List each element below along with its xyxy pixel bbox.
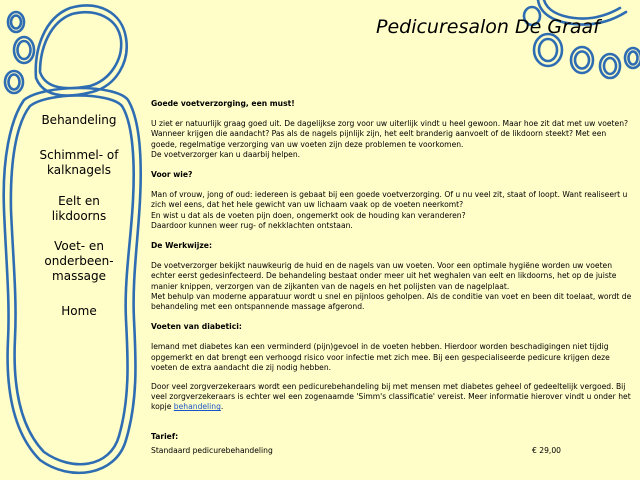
section-heading: Tarief: xyxy=(151,431,179,441)
paragraph: Met behulp van moderne apparatuur wordt u snel en pijnloos geholpen. Als de conditie van voet en been dit toelaat, wordt de behandeling met een ontspannende massage afgerond. xyxy=(151,291,632,312)
tarief-price: € 29,00 xyxy=(532,445,561,455)
tarief-label: Standaard pedicurebehandeling xyxy=(151,445,273,455)
paragraph: Man of vrouw, jong of oud: iedereen is gebaat bij een goede voetverzorging. Of u nu veel zit, staat of loopt. Want realiseert u zich wel eens, dat het hele gewicht van uw lichaam vaak op de voeten neerkomt? xyxy=(151,190,628,210)
nav-item-behandeling[interactable]: Behandeling xyxy=(41,113,117,127)
paragraph: De voetverzorger bekijkt nauwkeurig de huid en de nagels van uw voeten. Voor een optimale hygiëne worden uw voeten echter eerst gedesinfecteerd. De behandeling bestaat onder meer uit het weghalen van eelt en likdoorns, het op de juiste manier knippen, verzorgen van de zijkanten van de nagels en het polijsten van de nagelplaat. xyxy=(151,261,617,291)
paragraph xyxy=(151,382,633,413)
main-content xyxy=(151,99,633,456)
site-title: Pedicuresalon De Graaf xyxy=(376,16,600,38)
paragraph-text: . xyxy=(220,402,224,412)
behandeling-link[interactable]: behandeling xyxy=(173,402,221,412)
paragraph: De voetverzorger kan u daarbij helpen. xyxy=(151,149,301,159)
nav-item-massage[interactable]: Voet- en onderbeen-massage xyxy=(44,239,114,283)
nav-item-eelt-likdoorns[interactable]: Eelt en likdoorns xyxy=(51,194,107,223)
paragraph: En wist u dat als de voeten pijn doen, ongemerkt ook de houding kan veranderen? xyxy=(151,210,466,220)
tarief-row xyxy=(151,446,561,456)
paragraph: Iemand met diabetes kan een verminderd (pijn)gevoel in de voeten hebben. Hierdoor worden beschadigingen niet tijdig opgemerkt en dat brengt een verhoogd risico voor infectie met zich mee. Bij een gespecialiseerde pedicure krijgen deze voeten de extra aandacht die zij nodig hebben. xyxy=(151,342,610,372)
section-heading: Voor wie? xyxy=(151,170,193,180)
section-heading: Goede voetverzorging, een must! xyxy=(151,99,295,108)
section-heading: De Werkwijze: xyxy=(151,241,212,251)
paragraph-text: Door veel zorgverzekeraars wordt een pedicurebehandeling bij met mensen met diabetes geheel of gedeeltelijk vergoed. Bij veel zorgverzekeraars is echter wel een zogenaamde 'Simm's classificatie' vereist. Meer informatie hierover vindt u onder het kopje xyxy=(151,382,631,412)
paragraph: Daardoor kunnen weer rug- of nekklachten ontstaan. xyxy=(151,220,353,230)
paragraph: U ziet er natuurlijk graag goed uit. De dagelijkse zorg voor uw uiterlijk vindt u heel gewoon. Maar hoe zit dat met uw voeten? Wanneer krijgen die aandacht? Pas als de nagels pijnlijk zijn, het eelt branderig aanvoelt of de likdoorn steekt? Met een goede, regelmatige verzorging van uw voeten zijn deze problemen te voorkomen. xyxy=(151,119,629,149)
section-heading: Voeten van diabetici: xyxy=(151,322,242,332)
nav-item-home[interactable]: Home xyxy=(61,304,97,318)
foot-outline-right-icon xyxy=(520,0,640,90)
nav-item-schimmel-kalknagels[interactable]: Schimmel- of kalknagels xyxy=(39,148,119,177)
